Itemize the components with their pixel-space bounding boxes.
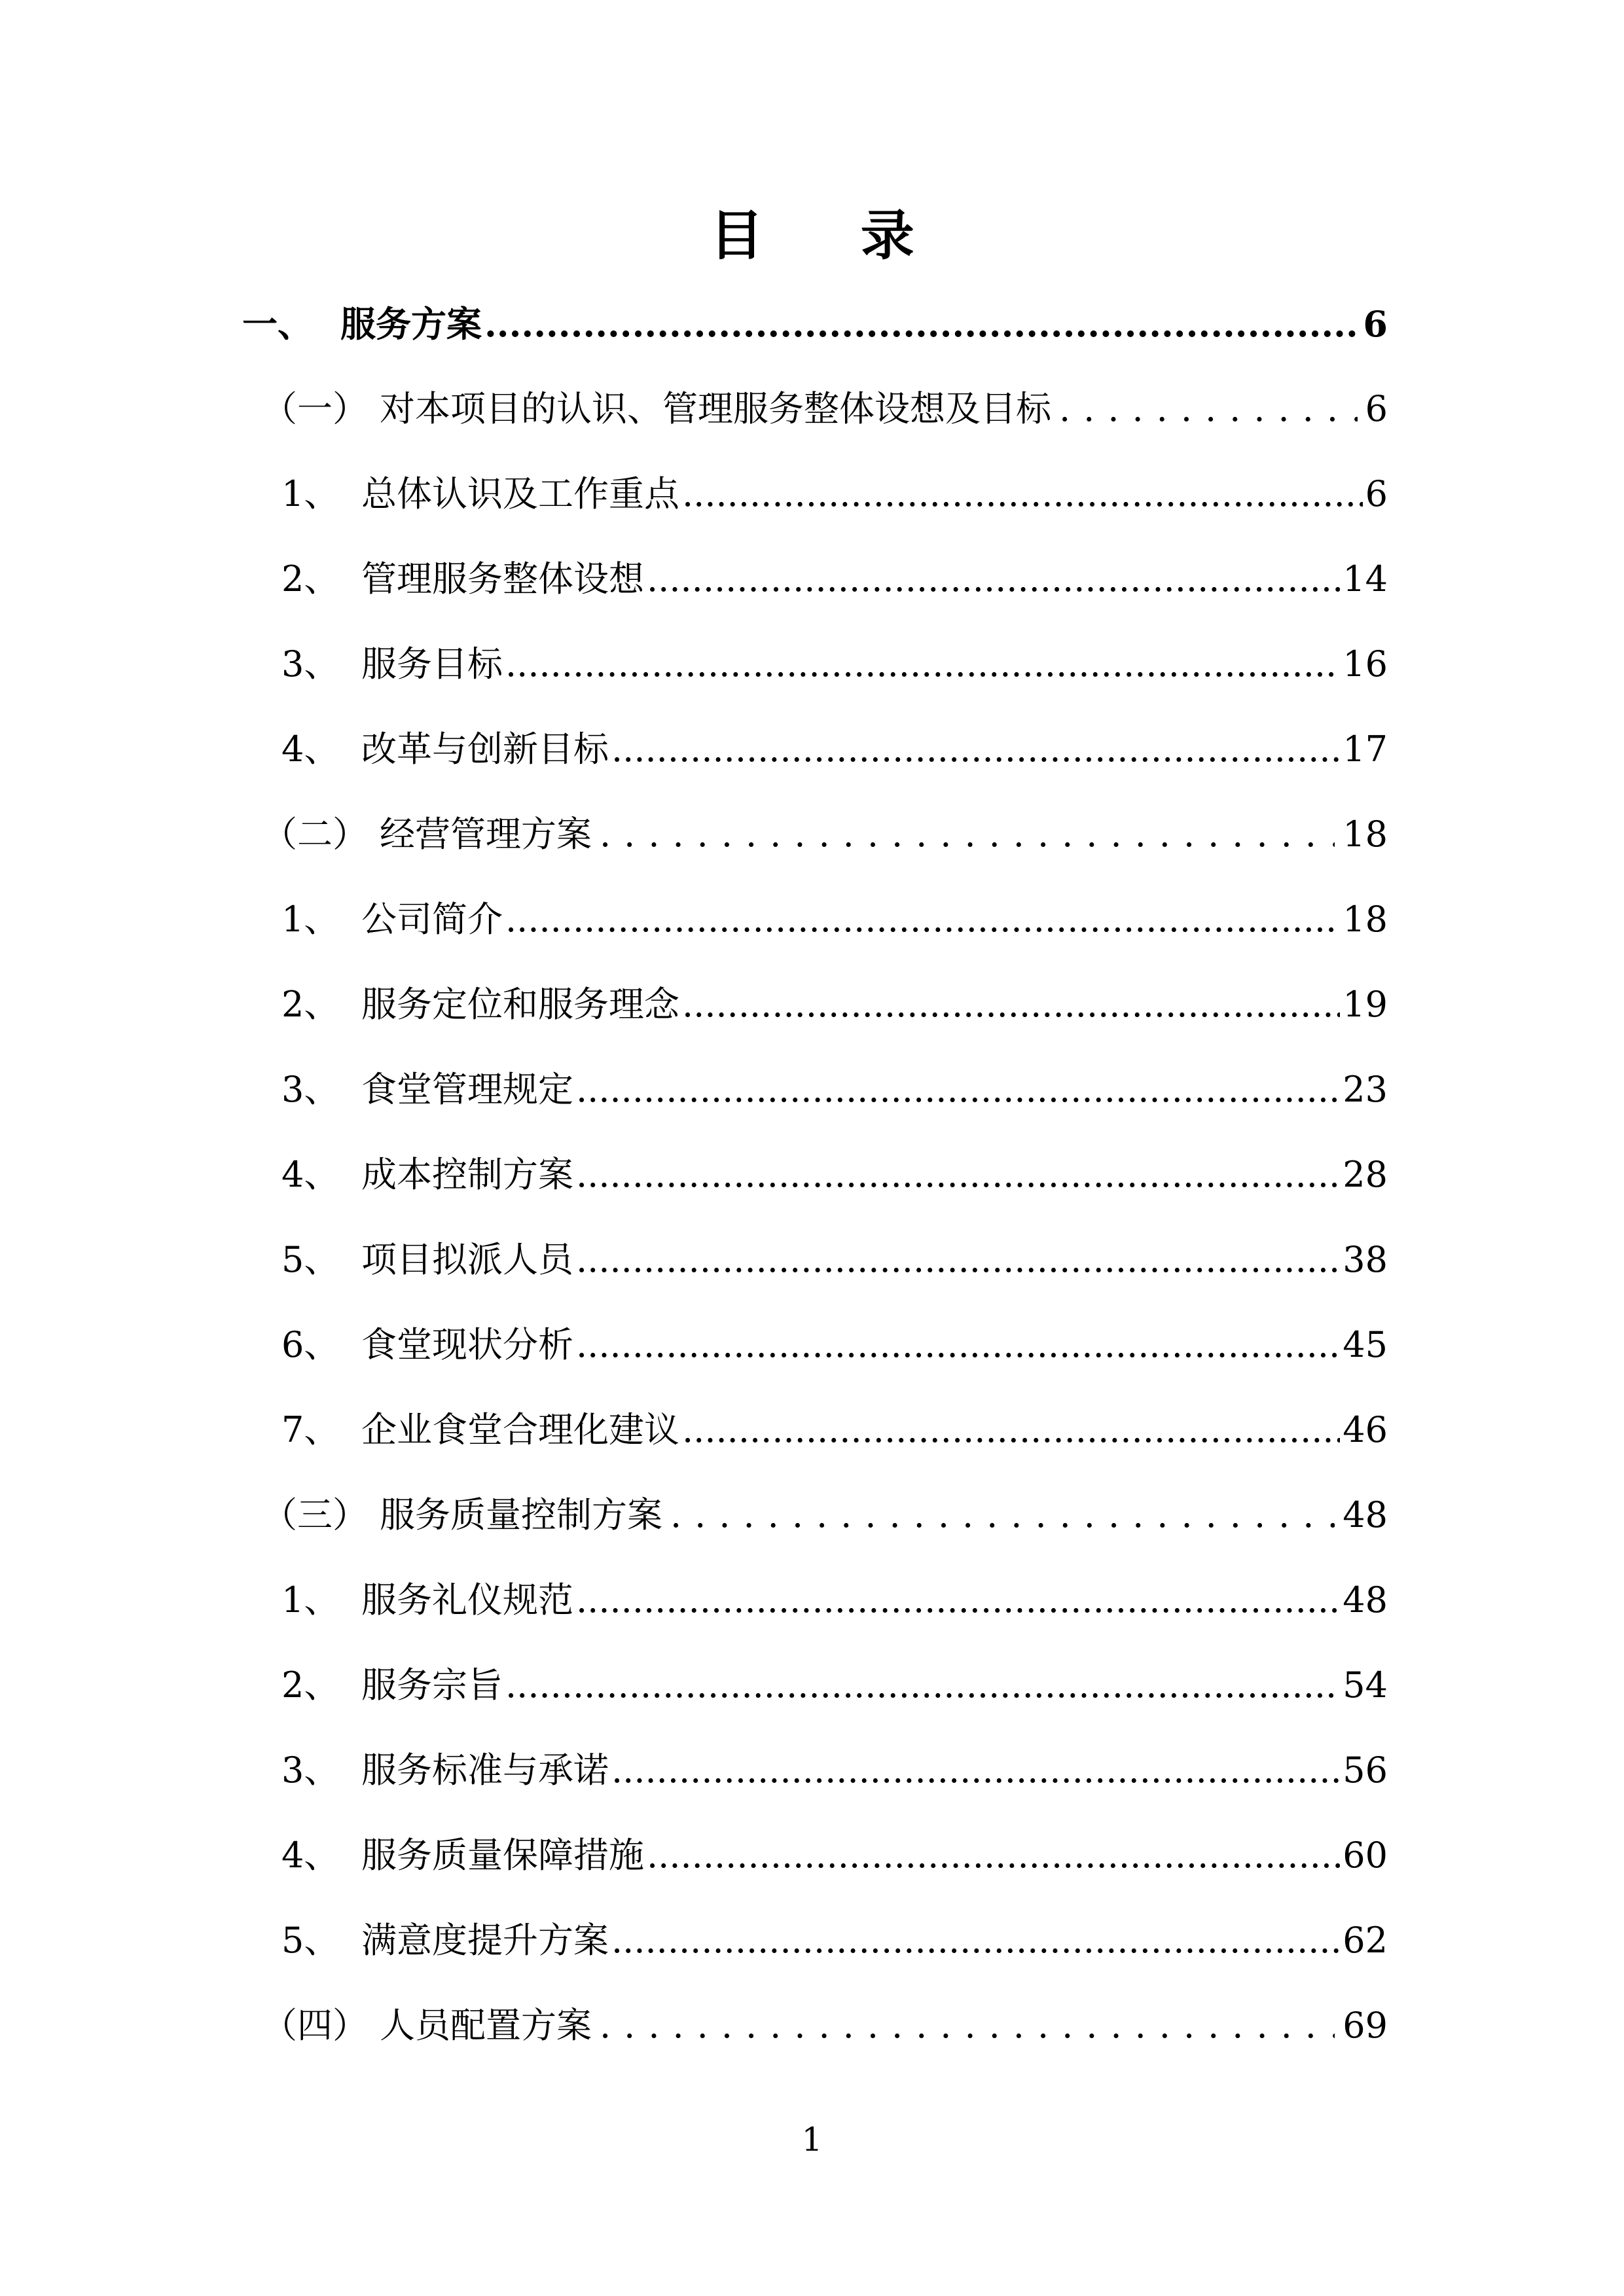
toc-entry-number: （三） [262, 1494, 368, 1535]
toc-dot-leader [682, 452, 1363, 537]
toc-dot-leader [682, 1388, 1340, 1473]
toc-entry-number: 6、 [281, 1324, 340, 1365]
toc-entry-title: 企业食堂合理化建议 [361, 1409, 679, 1450]
toc-entry-page: 62 [1343, 1920, 1388, 1961]
toc-entry-title: 食堂现状分析 [361, 1324, 573, 1365]
toc-entry-number: 3、 [281, 643, 340, 685]
page-title: 目 录 [710, 204, 954, 267]
toc-entry-number: 3、 [281, 1069, 340, 1110]
toc-entry-title: 管理服务整体设想 [361, 558, 644, 600]
toc-entry-page: 16 [1343, 643, 1388, 685]
toc-dot-leader [484, 281, 1360, 367]
toc-dot-leader [682, 962, 1340, 1047]
toc-entry-page: 48 [1343, 1494, 1388, 1535]
toc-dot-leader [576, 1217, 1340, 1302]
toc-entry-number: 2、 [281, 558, 340, 600]
toc-entry-title: 成本控制方案 [361, 1154, 573, 1195]
toc-entry-title: 食堂管理规定 [361, 1069, 573, 1110]
toc-entry-page: 54 [1343, 1664, 1388, 1706]
toc-entry-title: 人员配置方案 [380, 2005, 592, 2046]
toc-entry-number: 1、 [281, 899, 340, 940]
toc-dot-leader [576, 1132, 1340, 1217]
toc-dot-leader [647, 1813, 1340, 1898]
toc-entry[interactable] [242, 792, 1388, 877]
toc-entry-title: 经营管理方案 [380, 814, 592, 855]
toc-entry[interactable] [242, 877, 1388, 962]
toc-entry-number: 5、 [281, 1920, 340, 1961]
toc-entry-page: 6 [1365, 388, 1388, 429]
toc-entry-page: 23 [1343, 1069, 1388, 1110]
toc-dot-leader [576, 1047, 1340, 1132]
toc-entry-page: 14 [1343, 558, 1388, 600]
toc-dot-leader [611, 707, 1340, 792]
toc-entry[interactable] [242, 1643, 1388, 1728]
toc-dot-leader [647, 537, 1340, 622]
page-number: 1 [801, 2121, 823, 2159]
toc-entry-number: 1、 [281, 1579, 340, 1621]
toc-entry[interactable] [242, 1217, 1388, 1302]
toc-dot-leader [505, 622, 1340, 707]
toc-dot-leader [576, 1302, 1340, 1388]
toc-dot-leader [576, 1558, 1340, 1643]
toc-entry-title: 服务方案 [340, 303, 482, 345]
table-of-contents [242, 281, 1388, 2068]
toc-dot-leader [611, 1728, 1340, 1813]
toc-entry-page: 6 [1363, 303, 1388, 345]
toc-entry-page: 38 [1343, 1239, 1388, 1280]
toc-entry[interactable] [242, 1813, 1388, 1898]
toc-entry-page: 18 [1343, 899, 1388, 940]
toc-entry-number: 4、 [281, 1154, 340, 1195]
toc-dot-leader [670, 1473, 1335, 1558]
toc-entry-title: 服务礼仪规范 [361, 1579, 573, 1621]
toc-entry[interactable] [242, 1983, 1388, 2068]
toc-entry-page: 19 [1343, 984, 1388, 1025]
toc-entry-title: 服务标准与承诺 [361, 1749, 609, 1791]
toc-entry-title: 总体认识及工作重点 [361, 473, 679, 514]
toc-entry-page: 45 [1343, 1324, 1388, 1365]
toc-entry-page: 48 [1343, 1579, 1388, 1621]
toc-entry[interactable] [242, 1132, 1388, 1217]
toc-entry[interactable] [242, 707, 1388, 792]
toc-entry[interactable] [242, 622, 1388, 707]
toc-entry[interactable] [242, 367, 1388, 452]
toc-entry-number: 2、 [281, 984, 340, 1025]
toc-entry[interactable] [242, 1302, 1388, 1388]
toc-dot-leader [600, 1983, 1335, 2068]
toc-entry[interactable] [242, 1728, 1388, 1813]
toc-entry-number: 一、 [242, 303, 313, 345]
toc-entry[interactable] [242, 1898, 1388, 1983]
toc-entry-title: 服务质量控制方案 [380, 1494, 662, 1535]
toc-entry-number: 3、 [281, 1749, 340, 1791]
toc-entry[interactable] [242, 281, 1388, 367]
toc-entry-page: 56 [1343, 1749, 1388, 1791]
toc-entry-number: （二） [262, 814, 368, 855]
toc-entry-title: 服务质量保障措施 [361, 1835, 644, 1876]
toc-entry-number: 5、 [281, 1239, 340, 1280]
toc-entry-title: 改革与创新目标 [361, 728, 609, 770]
toc-entry[interactable] [242, 1388, 1388, 1473]
toc-entry-page: 17 [1343, 728, 1388, 770]
toc-entry[interactable] [242, 537, 1388, 622]
toc-entry[interactable] [242, 1558, 1388, 1643]
toc-entry-number: （四） [262, 2005, 368, 2046]
toc-entry[interactable] [242, 1047, 1388, 1132]
toc-dot-leader [611, 1898, 1340, 1983]
toc-entry-title: 服务宗旨 [361, 1664, 503, 1706]
toc-entry-title: 公司简介 [361, 899, 503, 940]
toc-entry[interactable] [242, 452, 1388, 537]
toc-dot-leader [505, 1643, 1340, 1728]
toc-entry-number: 1、 [281, 473, 340, 514]
toc-entry-number: 2、 [281, 1664, 340, 1706]
toc-entry[interactable] [242, 962, 1388, 1047]
toc-entry-number: （一） [262, 388, 368, 429]
toc-entry-number: 4、 [281, 728, 340, 770]
toc-entry-title: 项目拟派人员 [361, 1239, 573, 1280]
toc-entry-title: 服务定位和服务理念 [361, 984, 679, 1025]
toc-entry-page: 6 [1365, 473, 1388, 514]
toc-entry-page: 60 [1343, 1835, 1388, 1876]
toc-entry[interactable] [242, 1473, 1388, 1558]
toc-dot-leader [1059, 367, 1358, 452]
toc-entry-page: 46 [1343, 1409, 1388, 1450]
toc-dot-leader [505, 877, 1340, 962]
toc-entry-page: 69 [1343, 2005, 1388, 2046]
toc-entry-page: 28 [1343, 1154, 1388, 1195]
toc-entry-title: 满意度提升方案 [361, 1920, 609, 1961]
toc-dot-leader [600, 792, 1335, 877]
toc-entry-page: 18 [1343, 814, 1388, 855]
toc-entry-number: 7、 [281, 1409, 340, 1450]
toc-entry-title: 服务目标 [361, 643, 503, 685]
toc-entry-number: 4、 [281, 1835, 340, 1876]
toc-entry-title: 对本项目的认识、管理服务整体设想及目标 [380, 388, 1051, 429]
